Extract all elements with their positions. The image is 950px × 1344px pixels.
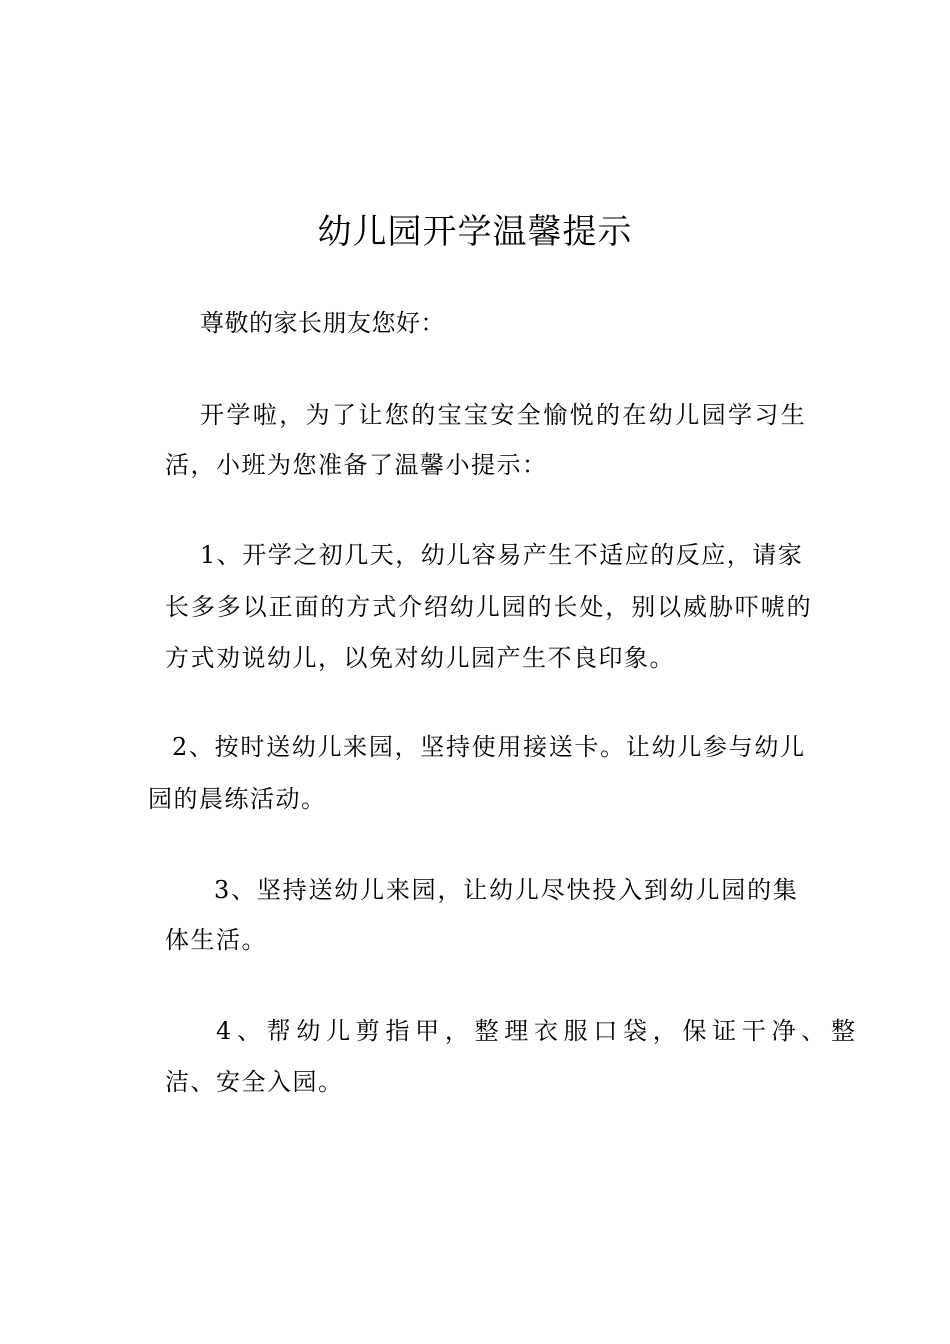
intro-line-1: 开学啦，为了让您的宝宝安全愉悦的在幼儿园学习生 (200, 401, 808, 429)
item-1-line-1: 1、开学之初几天，幼儿容易产生不适应的反应，请家 (200, 541, 804, 569)
document-title: 幼儿园开学温馨提示 (317, 212, 633, 252)
item-3-line-1: 3、坚持送幼儿来园，让幼儿尽快投入到幼儿园的集 (214, 876, 799, 904)
item-3-line-2: 体生活。 (165, 926, 267, 954)
item-2-line-2: 园的晨练活动。 (148, 785, 327, 813)
item-4-line-2: 洁、安全入园。 (165, 1068, 344, 1096)
greeting: 尊敬的家长朋友您好： (200, 309, 445, 337)
item-1-line-2: 长多多以正面的方式介绍幼儿园的长处，别以威胁吓唬的 (165, 593, 813, 621)
item-1-line-3: 方式劝说幼儿，以免对幼儿园产生不良印象。 (165, 644, 675, 672)
item-4-line-1: 4、帮幼儿剪指甲，整理衣服口袋，保证干净、整 (216, 1017, 861, 1045)
intro-line-2: 活，小班为您准备了温馨小提示： (165, 451, 548, 479)
item-2-line-1: 2、按时送幼儿来园，坚持使用接送卡。让幼儿参与幼儿 (172, 733, 806, 761)
